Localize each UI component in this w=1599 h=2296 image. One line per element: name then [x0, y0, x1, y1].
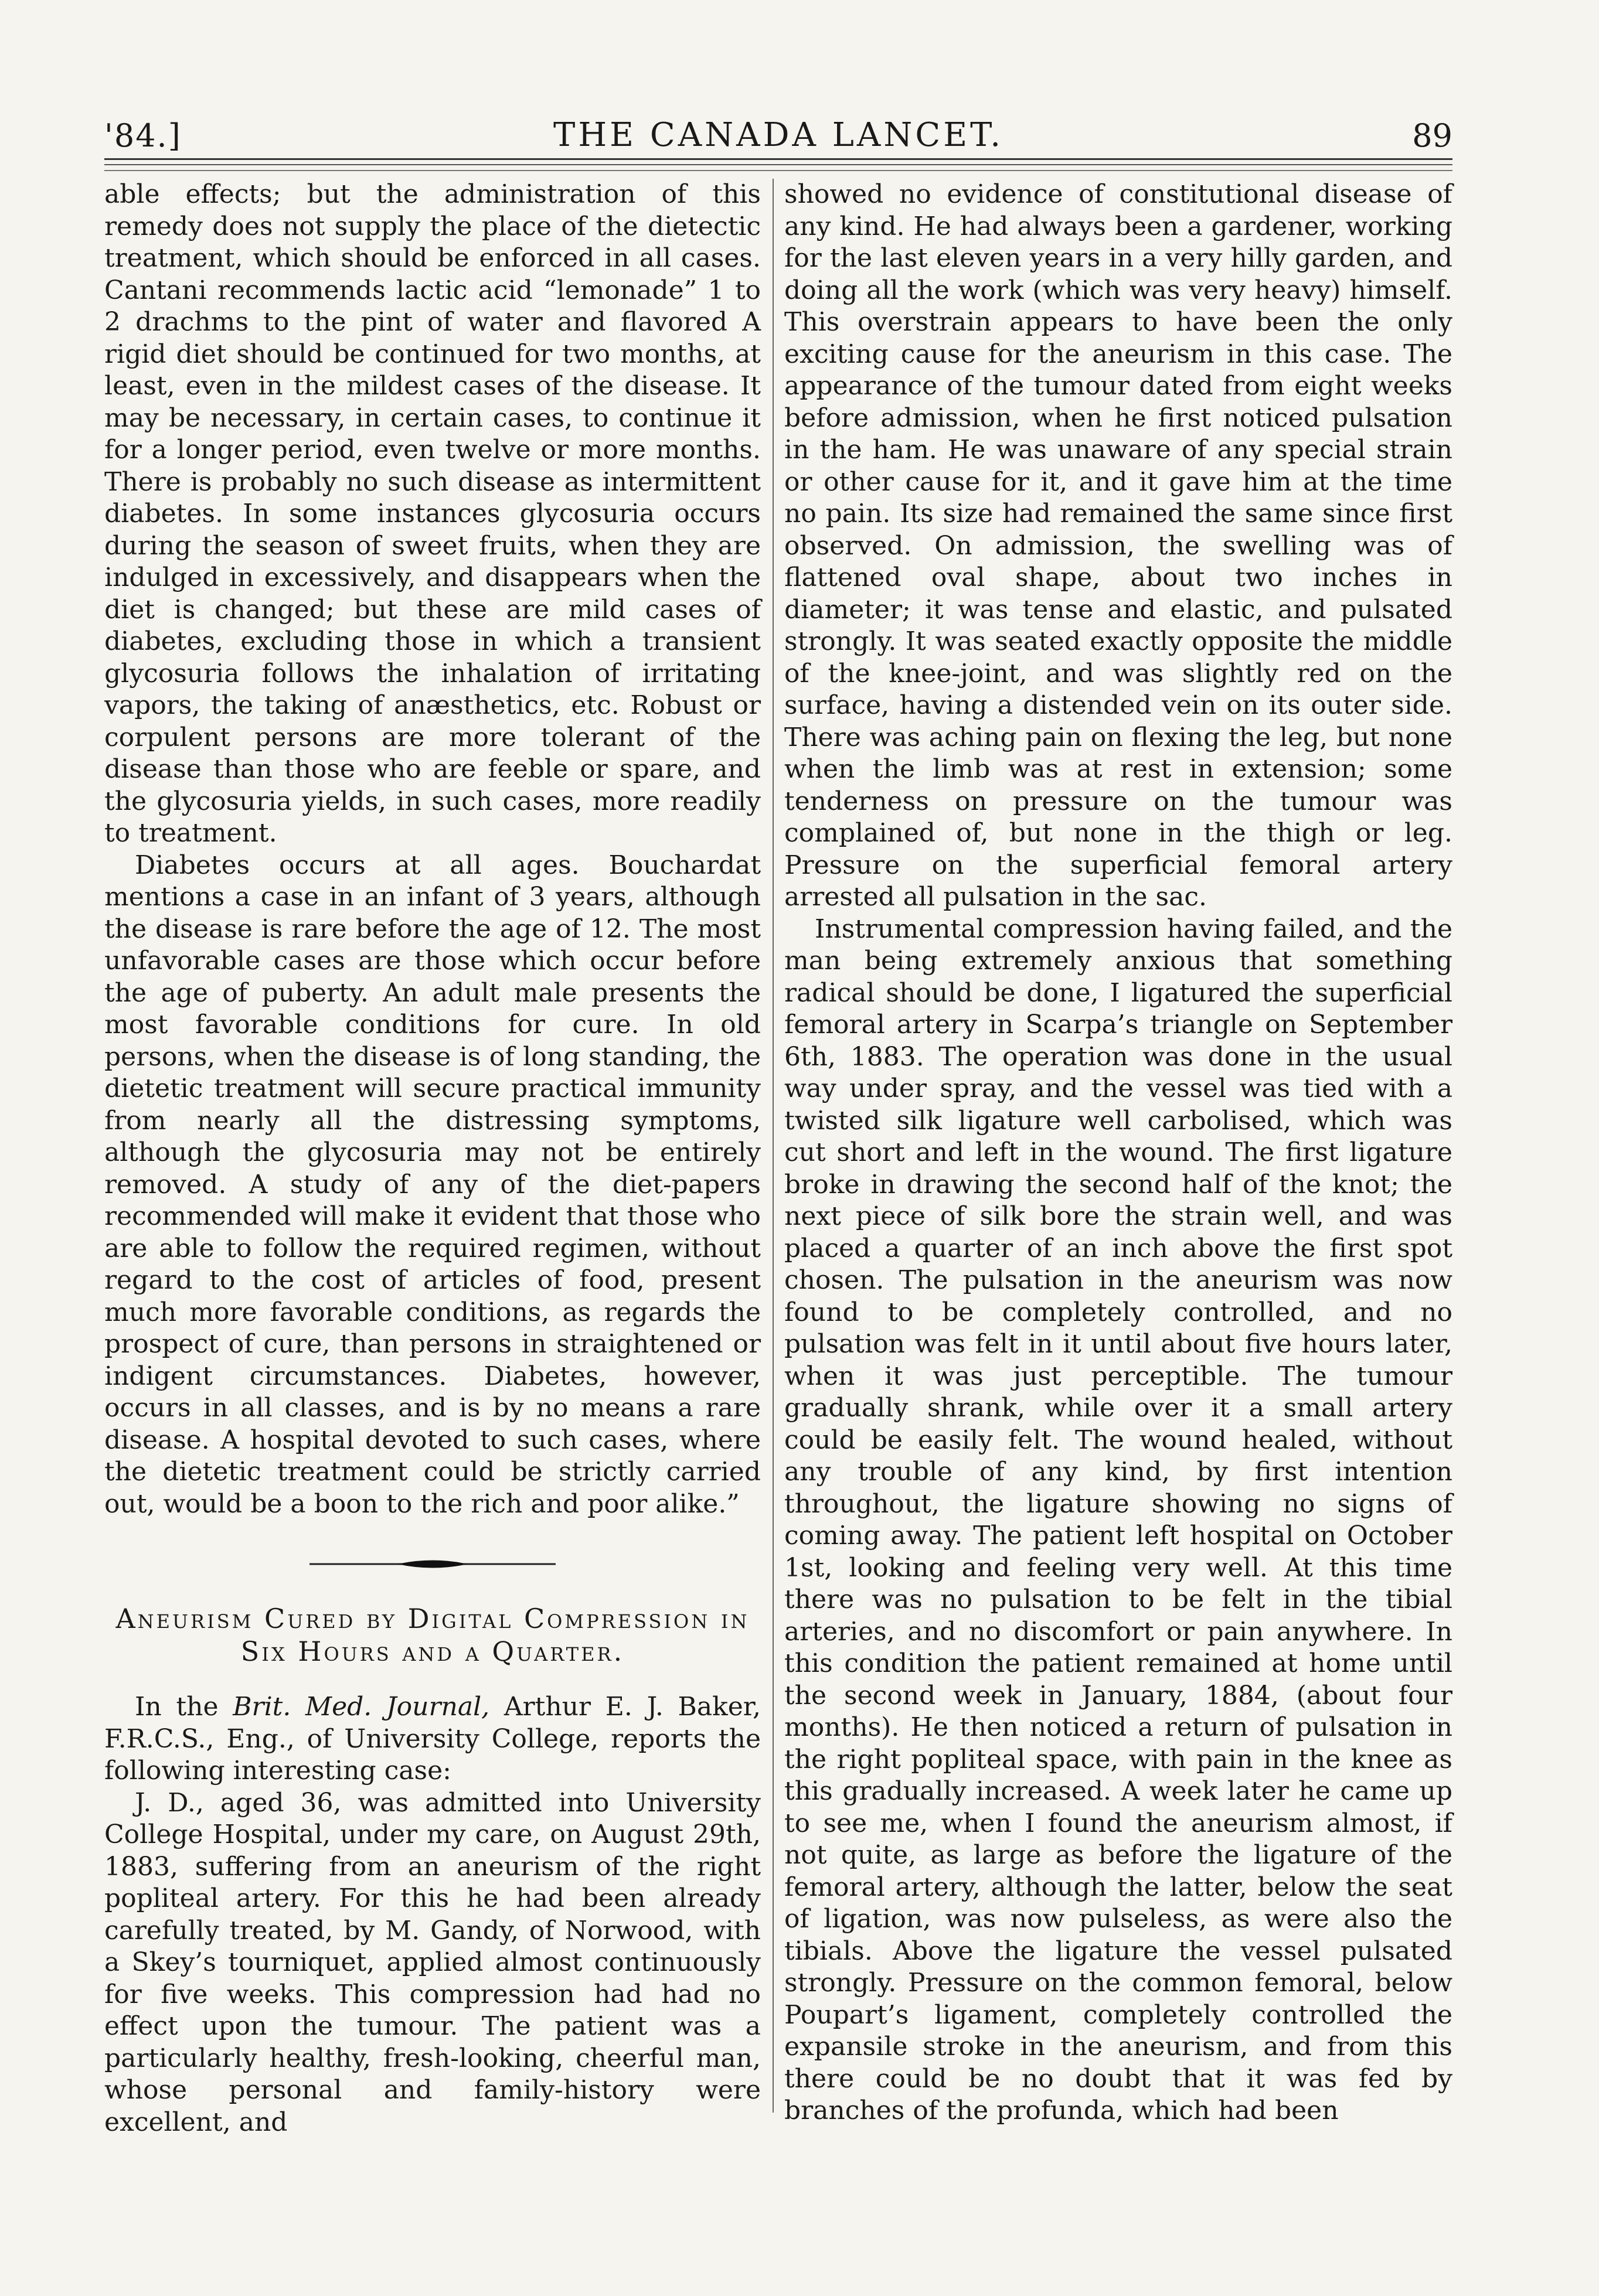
header-rule — [104, 158, 1452, 160]
paragraph: able effects; but the administration of this remedy does not supply the place of the dietectic treatment, which should be enforced in all cases. Cantani recommends lactic acid “lemonade” 1 to 2 drachms to the pint of water and flavored A rigid diet should be continued for two months, at least, even in the mildest cases of the disease. It may be necessary, in certain cases, to continue it for a longer period, even twelve or more months. There is probably no such disease as intermittent diabetes. In some instances glycosuria occurs during the season of sweet fruits, when they are indulged in excessively, and disappears when the diet is changed; but these are mild cases of diabetes, excluding those in which a transient glycosuria follows the inhalation of irritating vapors, the taking of anæsthetics, etc. Robust or corpulent persons are more tolerant of the disease than those who are feeble or spare, and the glycosuria yields, in such cases, more readily to treatment. — [104, 179, 761, 848]
page-number: 89 — [1412, 117, 1452, 154]
paragraph: Instrumental compression having failed, and the man being extremely anxious that something radical should be done, I ligatured the superficial femoral artery in Scarpa’s triangle on September 6th, 1883. The operation was done in the usual way under spray, and the vessel was tied with a twisted silk ligature well carbolised, which was cut short and left in the wound. The first ligature broke in drawing the second half of the knot; the next piece of silk bore the strain well, and was placed a quarter of an inch above the first spot chosen. The pulsation in the aneurism was now found to be completely controlled, and no pulsation was felt in it until about five hours later, when it was just perceptible. The tumour gradually shrank, while over it a small artery could be easily felt. The wound healed, without any trouble of any kind, by first intention throughout, the ligature showing no signs of coming away. The patient left hospital on October 1st, looking and feeling very well. At this time there was no pulsation to be felt in the tibial arteries, and no discomfort or pain anywhere. In this condition the patient remained at home until the second week in January, 1884, (about four months). He then noticed a return of pulsation in the right popliteal space, with pain in the knee as this gradually increased. A week later he came up to see me, when I found the aneurism almost, if not quite, as large as before the ligature of the femoral artery, although the latter, below the seat of ligation, was now pulseless, as were also the tibials. Above the ligature the vessel pulsated strongly. Pressure on the common femoral, below Poupart’s ligament, completely controlled the expansile stroke in the aneurism, and from this there could be no doubt that it was fed by branches of the profunda, which had been — [784, 914, 1452, 2125]
header-rule — [104, 170, 1452, 171]
column-divider — [773, 179, 774, 2113]
journal-title: THE CANADA LANCET. — [553, 116, 1003, 154]
ornament-rule-icon — [309, 1555, 556, 1573]
section-ornament — [104, 1555, 761, 1579]
journal-name: Brit. Med. Journal, — [233, 1692, 490, 1722]
paragraph — [104, 1691, 761, 1787]
article-title: Aneurism Cured by Digital Compression in Six Hours and a Quarter. — [115, 1603, 750, 1667]
header-rule — [104, 164, 1452, 165]
running-header — [104, 111, 1452, 164]
text-run: Arthur E. J. Baker, F.R.C.S., Eng., of University College, reports the following interesting case: — [104, 1692, 761, 1786]
text-run: In the — [135, 1692, 233, 1722]
right-column — [784, 179, 1452, 2127]
volume-year: '84.] — [104, 117, 182, 154]
left-column — [104, 179, 761, 2138]
paragraph: Diabetes occurs at all ages. Bouchardat mentions a case in an infant of 3 years, although the disease is rare before the age of 12. The most unfavorable cases are those which occur before the age of puberty. An adult male presents the most favorable conditions for cure. In old persons, when the disease is of long standing, the dietetic treatment will secure practical immunity from nearly all the distressing symptoms, although the glycosuria may not be entirely removed. A study of any of the diet-papers recommended will make it evident that those who are able to follow the required regimen, without regard to the cost of articles of food, present much more favorable conditions, as regards the prospect of cure, than persons in straightened or indigent circumstances. Diabetes, however, occurs in all classes, and is by no means a rare disease. A hospital devoted to such cases, where the dietetic treatment could be strictly carried out, would be a boon to the rich and poor alike.” — [104, 850, 761, 1519]
paragraph: showed no evidence of constitutional disease of any kind. He had always been a gardener, working for the last eleven years in a very hilly garden, and doing all the work (which was very heavy) himself. This overstrain appears to have been the only exciting cause for the aneurism in this case. The appearance of the tumour dated from eight weeks before admission, when he first noticed pulsation in the ham. He was unaware of any special strain or other cause for it, and it gave him at the time no pain. Its size had remained the same since first observed. On admission, the swelling was of flattened oval shape, about two inches in diameter; it was tense and elastic, and pulsated strongly. It was seated exactly opposite the middle of the knee-joint, and was slightly red on the surface, having a distended vein on its outer side. There was aching pain on flexing the leg, but none when the limb was at rest in extension; some tenderness on pressure on the tumour was complained of, but none in the thigh or leg. Pressure on the superficial femoral artery arrested all pulsation in the sac. — [784, 179, 1452, 912]
paragraph: J. D., aged 36, was admitted into University College Hospital, under my care, on August 29th, 1883, suffering from an aneurism of the right popliteal artery. For this he had been already carefully treated, by M. Gandy, of Norwood, with a Skey’s tourniquet, applied almost continuously for five weeks. This compression had had no effect upon the tumour. The patient was a particularly healthy, fresh-looking, cheerful man, whose personal and family-history were excellent, and — [104, 1787, 761, 2137]
